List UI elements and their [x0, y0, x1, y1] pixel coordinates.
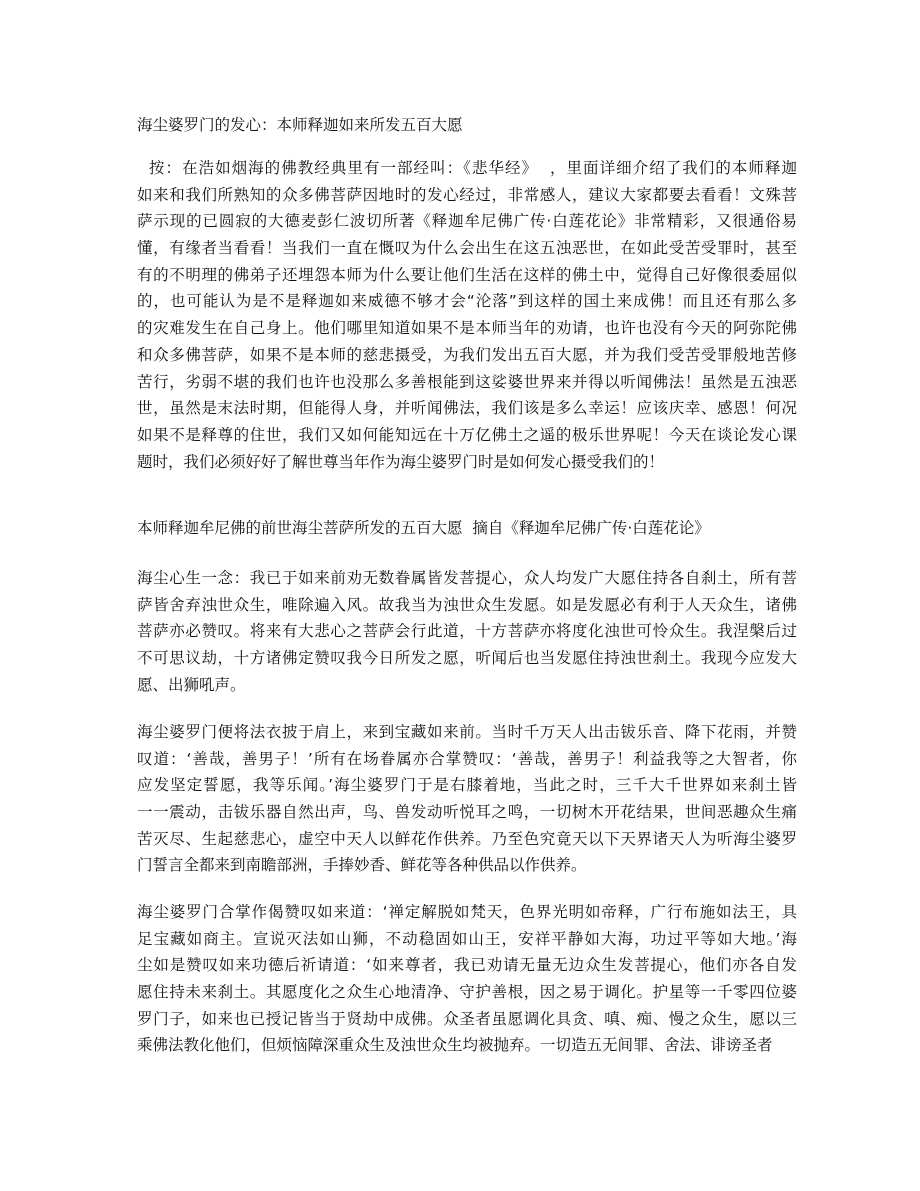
text-line: 如果不是释尊的住世，我们又如何能知远在十万亿佛土之遥的极乐世界呢！今天在谈论发心课: [137, 425, 797, 444]
text-line: 苦灭尽、生起慈悲心，虚空中天人以鲜花作供养。乃至色究竟天以下天界诸天人为听海尘婆罗: [137, 829, 797, 848]
section-title-1: 海尘婆罗门的发心：本师释迦如来所发五百大愿: [137, 116, 463, 134]
text-line: 和众多佛菩萨，如果不是本师的慈悲摄受，为我们发出五百大愿，并为我们受苦受罪般地苦修: [137, 345, 797, 364]
text-line: 萨示现的已圆寂的大德麦彭仁波切所著《释迦牟尼佛广传·白莲花论》非常精彩，又很通俗易: [137, 212, 797, 231]
text-line: 世，虽然是末法时期，但能得人身，并听闻佛法，我们该是多么幸运！应该庆幸、感恩！何况: [137, 399, 797, 418]
text-line: 门誓言全都来到南瞻部洲，手捧妙香、鲜花等各种供品以作供养。: [137, 856, 587, 875]
text-line: 如来和我们所熟知的众多佛菩萨因地时的发心经过，非常感人，建议大家都要去看看！文殊菩: [137, 185, 797, 204]
paragraph-haichen-praise: [137, 899, 797, 1059]
text-line: 萨皆舍弃浊世众生，唯除遍入风。故我当为浊世众生发愿。如是发愿必有利于人天众生，诸佛: [137, 595, 797, 614]
text-line: 应发坚定誓愿，我等乐闻。’海尘婆罗门于是右膝着地，当此之时，三千大千世界如来刹土皆: [137, 776, 797, 795]
text-line: 菩萨亦必赞叹。将来有大悲心之菩萨会行此道，十方菩萨亦将度化浊世可怜众生。我涅槃后过: [137, 622, 797, 641]
text-line: 题时，我们必须好好了解世尊当年作为海尘婆罗门时是如何发心摄受我们的！: [137, 452, 665, 471]
text-line: 不可思议劫，十方诸佛定赞叹我今日所发之愿，听闻后也当发愿住持浊世刹土。我现今应发大: [137, 649, 797, 668]
text-line: 尘如是赞叹如来功德后祈请道：‘如来尊者，我已劝请无量无边众生发菩提心，他们亦各自发: [137, 956, 797, 975]
text-line: 按：在浩如烟海的佛教经典里有一部经叫：《悲华经》 ，里面详细介绍了我们的本师释迦: [137, 159, 797, 177]
text-line: 海尘心生一念：我已于如来前劝无数眷属皆发菩提心，众人均发广大愿住持各自刹土，所有菩: [137, 569, 797, 587]
text-line: 懂，有缘者当看看！当我们一直在慨叹为什么会出生在这五浊恶世，在如此受苦受罪时，甚至: [137, 239, 797, 258]
text-line: 的灾难发生在自己身上。他们哪里知道如果不是本师当年的劝请，也许也没有今天的阿弥陀佛: [137, 319, 797, 338]
text-line: 有的不明理的佛弟子还埋怨本师为什么要让他们生活在这样的佛土中，觉得自己好像很委屈似: [137, 265, 797, 284]
text-line: 叹道：‘善哉，善男子！’所有在场眷属亦合掌赞叹：‘善哉，善男子！利益我等之大智者，你: [137, 749, 797, 768]
paragraph-intro: [137, 155, 797, 475]
text-line: 愿住持未来刹土。其愿度化之众生心地清净、守护善根，因之易于调化。护星等一千零四位婆: [137, 983, 797, 1002]
text-line: 海尘婆罗门便将法衣披于肩上，来到宝藏如来前。当时千万天人出击钹乐音、降下花雨，并赞: [137, 723, 797, 741]
text-line: 足宝藏如商主。宣说灭法如山狮，不动稳固如山王，安祥平静如大海，功过平等如大地。’海: [137, 929, 797, 948]
text-line: 一一震动，击钹乐器自然出声，鸟、兽发动听悦耳之鸣，一切树木开花结果，世间恶趣众生痛: [137, 803, 797, 822]
section-title-2: 本师释迦牟尼佛的前世海尘菩萨所发的五百大愿 摘自《释迦牟尼佛广传·白莲花论》: [137, 519, 710, 537]
text-line: 苦行，劣弱不堪的我们也许也没那么多善根能到这娑婆世界来并得以听闻佛法！虽然是五浊恶: [137, 372, 797, 391]
paragraph-haichen-thought: [137, 565, 797, 698]
text-line: 乘佛法教化他们，但烦恼障深重众生及浊世众生均被抛弃。一切造五无间罪、舍法、诽谤圣者: [137, 1036, 773, 1055]
text-line: 海尘婆罗门合掌作偈赞叹如来道：‘禅定解脱如梵天，色界光明如帝释，广行布施如法王，具: [137, 903, 797, 921]
text-line: 愿、出狮吼声。: [137, 675, 246, 694]
paragraph-haichen-approach: [137, 719, 797, 879]
text-line: 的，也可能认为是不是释迦如来威德不够才会“沦落”到这样的国土来成佛！而且还有那么多: [137, 292, 797, 311]
text-line: 罗门子，如来也已授记皆当于贤劫中成佛。众圣者虽愿调化具贪、嗔、痴、慢之众生，愿以三: [137, 1009, 797, 1028]
